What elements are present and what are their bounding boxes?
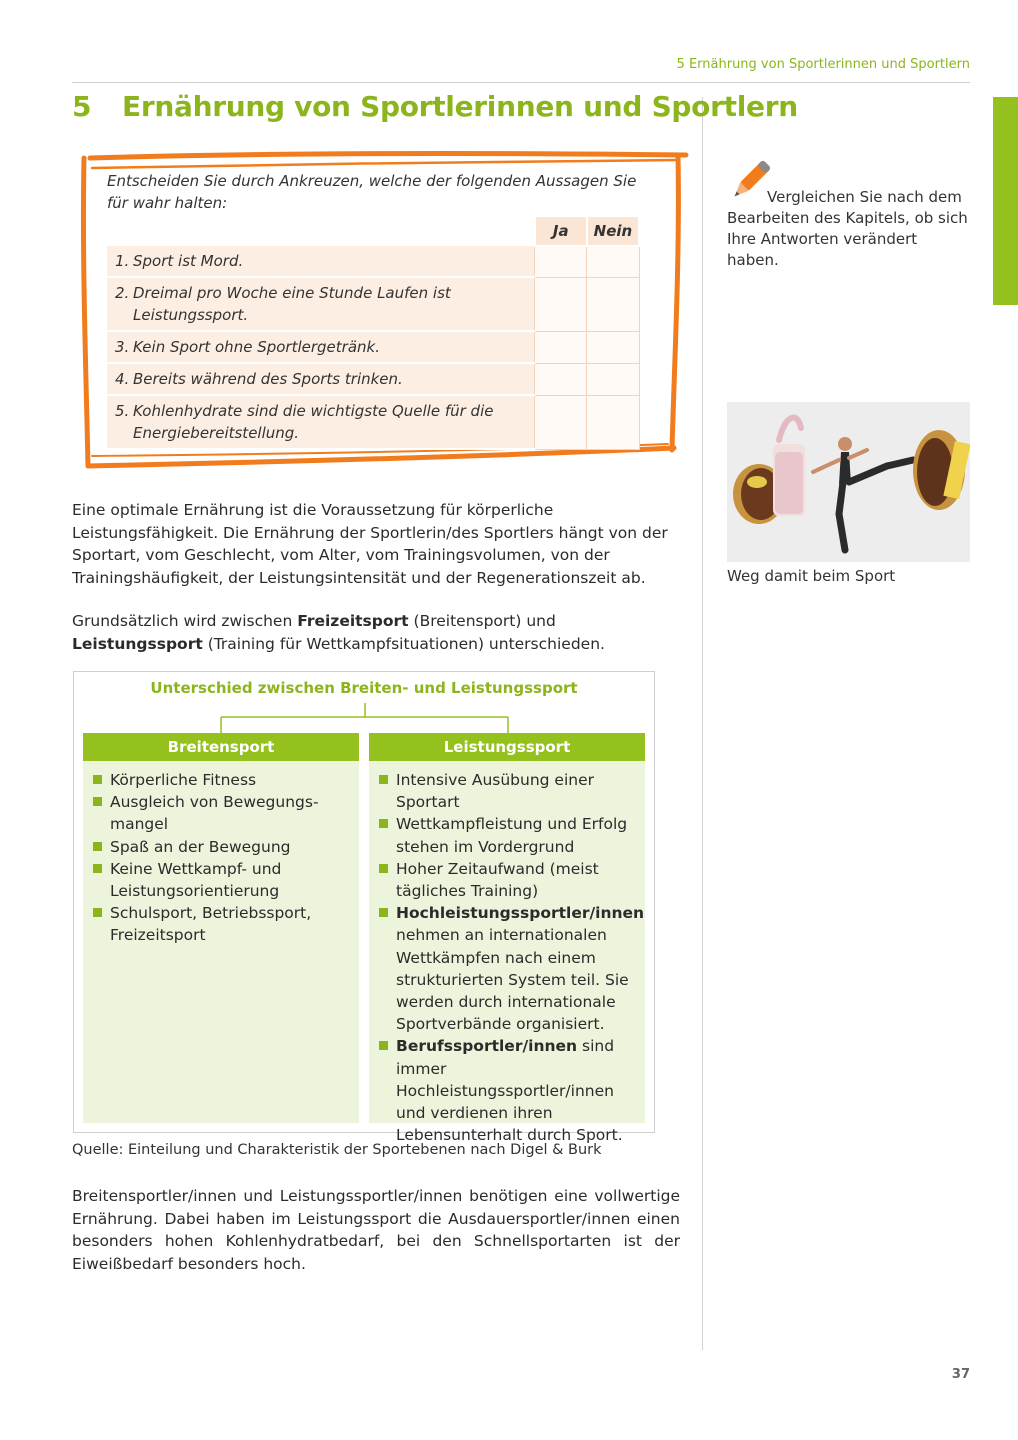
paragraph-text: (Training für Wettkampfsituationen) unterschieden. (202, 634, 605, 653)
statement-text: Kohlenhydrate sind die wichtigste Quelle für die Energiebereitstellung. (133, 402, 494, 442)
header-divider (72, 82, 970, 83)
checkbox-no[interactable] (587, 363, 639, 395)
column-yes: Ja (535, 216, 587, 246)
checkbox-no[interactable] (587, 246, 639, 277)
chapter-title-text: Ernährung von Sportlerinnen und Sportlern (122, 90, 798, 123)
quiz-table (107, 215, 640, 450)
paragraph-text: Grundsätzlich wird zwischen (72, 612, 298, 630)
quiz-row (107, 277, 639, 331)
sidebar-tip: Vergleichen Sie nach dem Bearbeiten des Kapitels, ob sich Ihre Antworten verändert haben. (727, 188, 968, 269)
checkbox-yes[interactable] (535, 277, 587, 331)
leistungssport-list (369, 761, 645, 1146)
kickboxer-burger-image (727, 402, 970, 562)
bullet-square-icon (379, 864, 388, 873)
statement-number: 4. (115, 370, 130, 388)
list-item (93, 902, 351, 946)
list-item (93, 791, 351, 835)
diagram-title: Unterschied zwischen Breiten- und Leistungssport (150, 679, 578, 697)
list-item-text: nehmen an internationalen Wettkämpfen nach einem strukturierten System teil. Sie werden durch internationale Sportverbände organisiert. (396, 926, 629, 1034)
column-no: Nein (587, 216, 639, 246)
paragraph-text: (Breitensport) und (408, 612, 556, 630)
list-item-text: Intensive Ausübung einer Sportart (396, 771, 595, 812)
statement-number: 3. (115, 338, 130, 356)
breitensport-heading: Breitensport (83, 733, 359, 761)
breitensport-list (83, 761, 359, 947)
checkbox-yes[interactable] (535, 363, 587, 395)
bullet-square-icon (93, 908, 102, 917)
list-item (379, 813, 637, 857)
bullet-square-icon (379, 775, 388, 784)
breitensport-column (83, 733, 359, 1123)
closing-paragraph: Breitensportler/innen und Leistungssportler/innen benötigen eine vollwertige Ernährung. Dabei haben im Leistungssport die Ausdauersportler/innen einen besonders hohen Kohlenhydratbedarf, bei den Schnellsportarten ist der Eiweißbedarf besonders hoch. (72, 1187, 680, 1273)
term-leistungssport: Leistungssport (72, 634, 203, 653)
quiz-header-row (107, 216, 639, 246)
list-item (379, 858, 637, 902)
bullet-square-icon (93, 775, 102, 784)
leistungssport-column (369, 733, 645, 1145)
checkbox-yes[interactable] (535, 331, 587, 363)
list-item (379, 769, 637, 813)
photo-caption: Weg damit beim Sport (727, 567, 896, 585)
list-item-text: Spaß an der Bewegung (110, 837, 291, 856)
quiz-row (107, 246, 639, 277)
list-item-text: Körperliche Fitness (110, 771, 257, 789)
statement-text: Kein Sport ohne Sportlergetränk. (133, 338, 380, 356)
list-item-bold: Hochleistungssportler/innen (396, 904, 645, 923)
checkbox-yes[interactable] (535, 395, 587, 449)
list-item-text: Wettkampfleistung und Erfolg stehen im Vordergrund (396, 815, 628, 856)
statement-number: 1. (115, 252, 130, 270)
list-item (379, 1035, 637, 1146)
quiz-row (107, 331, 639, 363)
statement-number: 2. (115, 284, 130, 302)
diagram-connector (220, 701, 510, 734)
quiz-instructions: Entscheiden Sie durch Ankreuzen, welche der folgenden Aussagen Sie für wahr halten: (107, 172, 637, 212)
checkbox-no[interactable] (587, 277, 639, 331)
statement-text: Bereits während des Sports trinken. (133, 370, 403, 388)
sport-food-photo (727, 402, 970, 562)
list-item-text: Ausgleich von Bewegungsmangel (110, 793, 319, 834)
bullet-square-icon (93, 797, 102, 806)
bullet-square-icon (379, 908, 388, 917)
list-item-text: Hoher Zeitaufwand (meist tägliches Training) (396, 859, 599, 901)
statement-number: 5. (115, 402, 130, 420)
column-divider (702, 97, 703, 1350)
intro-paragraph: Eine optimale Ernährung ist die Voraussetzung für körperliche Leistungsfähigkeit. Die Ernährung der Sportlerin/des Sportlers hängt von der Sportart, vom Geschlecht, vom Alter, vom Trainingsvolumen, von der Trainingshäufigkeit, der Leistungsintensität und der Regenerationszeit ab. (72, 501, 668, 587)
checkbox-no[interactable] (587, 395, 639, 449)
chapter-title (72, 90, 798, 123)
term-freizeitsport: Freizeitsport (297, 612, 409, 630)
bullet-square-icon (379, 1041, 388, 1050)
bullet-square-icon (93, 842, 102, 851)
running-head: 5 Ernährung von Sportlerinnen und Sportlern (676, 57, 970, 72)
list-item-bold: Berufssportler/innen (396, 1037, 578, 1056)
source-note: Quelle: Einteilung und Charakteristik der Sportebenen nach Digel & Burk (72, 1142, 602, 1158)
statement-text: Sport ist Mord. (133, 252, 244, 270)
bullet-square-icon (379, 819, 388, 828)
leistungssport-heading: Leistungssport (369, 733, 645, 761)
quiz-row (107, 363, 639, 395)
list-item-text: Keine Wettkampf- und Leistungsorientierung (110, 859, 282, 901)
distinction-paragraph (72, 610, 680, 655)
list-item (93, 858, 351, 902)
list-item-text: Schulsport, Betriebssport, Freizeitsport (110, 904, 312, 945)
checkbox-yes[interactable] (535, 246, 587, 277)
statement-text: Dreimal pro Woche eine Stunde Laufen ist Leistungssport. (133, 284, 451, 324)
checkbox-no[interactable] (587, 331, 639, 363)
list-item (93, 769, 351, 791)
list-item (93, 836, 351, 858)
bullet-square-icon (93, 864, 102, 873)
chapter-number: 5 (72, 90, 92, 123)
list-item (379, 902, 645, 1035)
list-item-text: sind immer Hochleistungssportler/innen und verdienen ihren Lebensunterhalt durch Sport. (396, 1037, 623, 1145)
page-number: 37 (951, 1367, 970, 1382)
quiz-row (107, 395, 639, 449)
chapter-side-tab (993, 97, 1018, 305)
